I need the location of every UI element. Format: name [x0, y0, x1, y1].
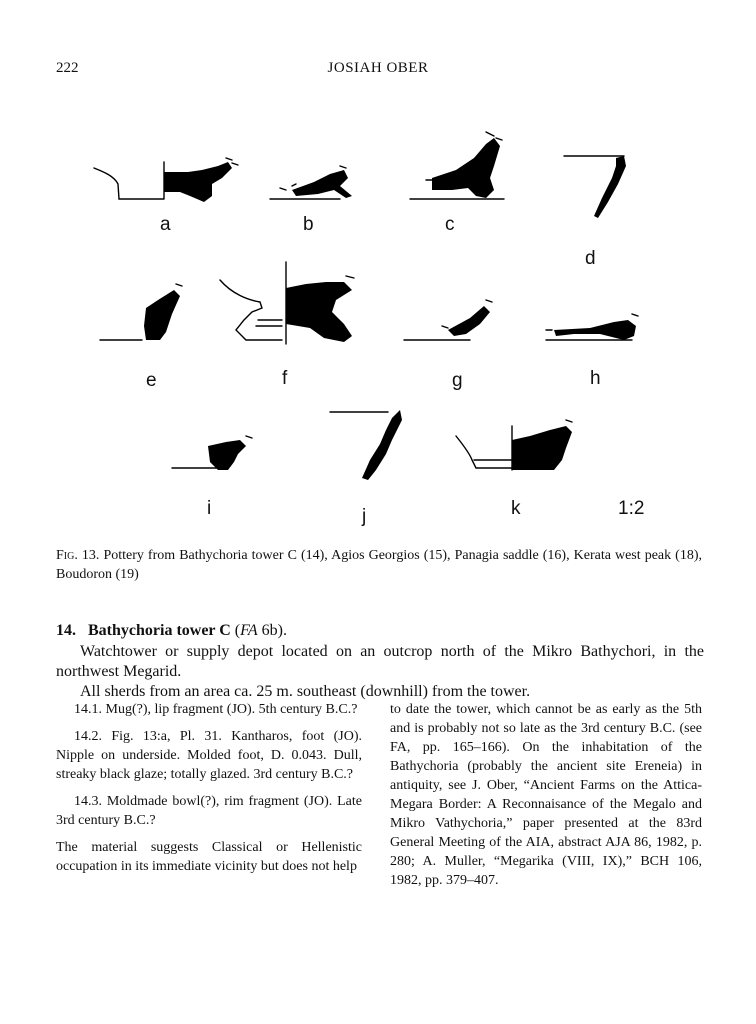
section-paragraph-2-text: All sherds from an area ca. 25 m. southeast (downhill) from the tower. [80, 683, 531, 700]
sherd-label-f: f [282, 368, 288, 389]
section-paragraph-2 [56, 682, 704, 702]
section-ref-open: ( [230, 622, 241, 639]
sherd-k-profile [456, 420, 572, 470]
sherd-label-g: g [452, 370, 463, 391]
catalogue-left-column [56, 700, 362, 884]
sherd-j-profile [330, 410, 402, 480]
section-number: 14. [56, 622, 76, 639]
section-heading [56, 622, 287, 640]
sherd-a-profile [94, 158, 238, 202]
sherd-label-i: i [207, 498, 212, 519]
sherd-f-profile [220, 262, 354, 344]
page-number: 222 [56, 60, 79, 76]
section-paragraph-1-text: Watchtower or supply depot located on an outcrop north of the Mikro Bathychori, in the northwest Megarid. [56, 643, 704, 680]
sherd-label-a: a [160, 214, 171, 235]
caption-fig-label: Fig. [56, 548, 78, 563]
sherd-g-profile [404, 300, 492, 340]
section-paragraph-1 [56, 642, 704, 682]
sherd-label-e: e [146, 370, 157, 391]
discussion-continuation: to date the tower, which cannot be as early as the 5th and is probably not so late as the 3rd century B.C. (see FA, pp. 165–166). On the inhabitation of the Bathychoria (probably the ancient site Ereneia) in antiquity, see J. Ober, “Ancient Farms on the Attica-Megara Border: A Reconnaisance of the Megalo and Mikro Vathychoria,” paper presented at the 83rd General Meeting of the AIA, abstract AJA 86, 1982, p. 280; A. Muller, “Megarika (VIII, IX),” BCH 106, 1982, pp. 379–407. [390, 702, 702, 888]
discussion-text: The material suggests Classical or Hellenistic occupation in its immediate vicinity but does not help [56, 840, 362, 874]
entry-14-1-text: 14.1. Mug(?), lip fragment (JO). 5th century B.C.? [74, 702, 358, 717]
sherd-label-c: c [445, 214, 455, 235]
sherd-i-profile [172, 436, 252, 470]
sherd-b-profile [270, 166, 352, 199]
sherd-d-profile [564, 156, 626, 218]
sherd-h-profile [546, 314, 638, 340]
discussion-right-column [390, 700, 702, 898]
scale-label: 1:2 [618, 498, 645, 519]
sherd-label-k: k [511, 498, 521, 519]
sherd-c-profile [410, 132, 504, 199]
catalogue-entry-14-2 [56, 727, 362, 784]
section-title: Bathychoria tower C [88, 622, 231, 639]
catalogue-entry-14-1 [56, 700, 362, 719]
section-ref-rest: 6b). [257, 622, 287, 639]
section-ref-fa: FA [240, 622, 258, 639]
sherd-label-b: b [303, 214, 314, 235]
sherd-label-h: h [590, 368, 601, 389]
caption-text: 13. Pottery from Bathychoria tower C (14), Agios Georgios (15), Panagia saddle (16), Kerata west peak (18), Boudoron (19) [56, 548, 702, 582]
sherd-label-d: d [585, 248, 596, 269]
catalogue-entry-14-3 [56, 792, 362, 830]
entry-14-3-text: 14.3. Moldmade bowl(?), rim fragment (JO). Late 3rd century B.C.? [56, 794, 362, 828]
sherd-label-j: j [362, 506, 367, 527]
discussion-paragraph [56, 838, 362, 876]
running-head: JOSIAH OBER [327, 60, 429, 76]
figure-caption [56, 546, 702, 584]
entry-14-2-text: 14.2. Fig. 13:a, Pl. 31. Kantharos, foot (JO). Nipple on underside. Molded foot, D. 0.043. Dull, streaky black glaze; totally glazed. 3rd century B.C.? [56, 729, 362, 782]
sherd-e-profile [100, 284, 182, 340]
